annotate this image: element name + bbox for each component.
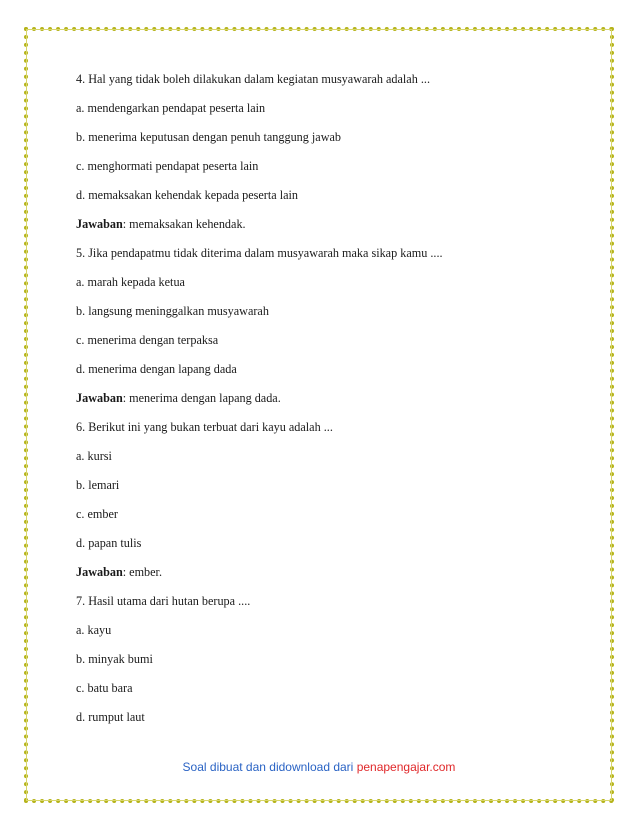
question-5-option-d: d. menerima dengan lapang dada	[76, 362, 237, 376]
question-6-option-c: c. ember	[76, 507, 118, 521]
question-4-option-d: d. memaksakan kehendak kepada peserta lain	[76, 188, 298, 202]
question-7: 7. Hasil utama dari hutan berupa ....	[76, 594, 251, 608]
question-5: 5. Jika pendapatmu tidak diterima dalam musyawarah maka sikap kamu ....	[76, 246, 443, 260]
question-7-option-c: c. batu bara	[76, 681, 133, 695]
document-content	[76, 72, 576, 739]
question-5-option-c: c. menerima dengan terpaksa	[76, 333, 219, 347]
question-4-option-c: c. menghormati pendapat peserta lain	[76, 159, 259, 173]
question-7-option-a: a. kayu	[76, 623, 112, 637]
question-4: 4. Hal yang tidak boleh dilakukan dalam kegiatan musyawarah adalah ...	[76, 72, 430, 86]
answer-text: : menerima dengan lapang dada.	[122, 391, 281, 405]
question-7-option-b: b. minyak bumi	[76, 652, 153, 666]
question-6-option-d: d. papan tulis	[76, 536, 142, 550]
question-4-option-a: a. mendengarkan pendapat peserta lain	[76, 101, 266, 115]
question-6-answer	[76, 565, 576, 594]
footer-link[interactable]: penapengajar.com	[356, 760, 456, 774]
answer-label: Jawaban	[76, 217, 123, 231]
answer-label: Jawaban	[76, 391, 123, 405]
question-6-option-a: a. kursi	[76, 449, 112, 463]
question-6: 6. Berikut ini yang bukan terbuat dari kayu adalah ...	[76, 420, 333, 434]
answer-label: Jawaban	[76, 565, 123, 579]
answer-text: : ember.	[122, 565, 162, 579]
question-4-answer	[76, 217, 576, 246]
question-5-option-a: a. marah kepada ketua	[76, 275, 185, 289]
question-6-option-b: b. lemari	[76, 478, 120, 492]
footer-text: Soal dibuat dan didownload dari	[182, 760, 357, 774]
question-5-option-b: b. langsung meninggalkan musyawarah	[76, 304, 269, 318]
question-5-answer	[76, 391, 576, 420]
question-4-option-b: b. menerima keputusan dengan penuh tanggung jawab	[76, 130, 342, 144]
answer-text: : memaksakan kehendak.	[122, 217, 246, 231]
question-7-option-d: d. rumput laut	[76, 710, 145, 724]
footer	[0, 760, 638, 774]
